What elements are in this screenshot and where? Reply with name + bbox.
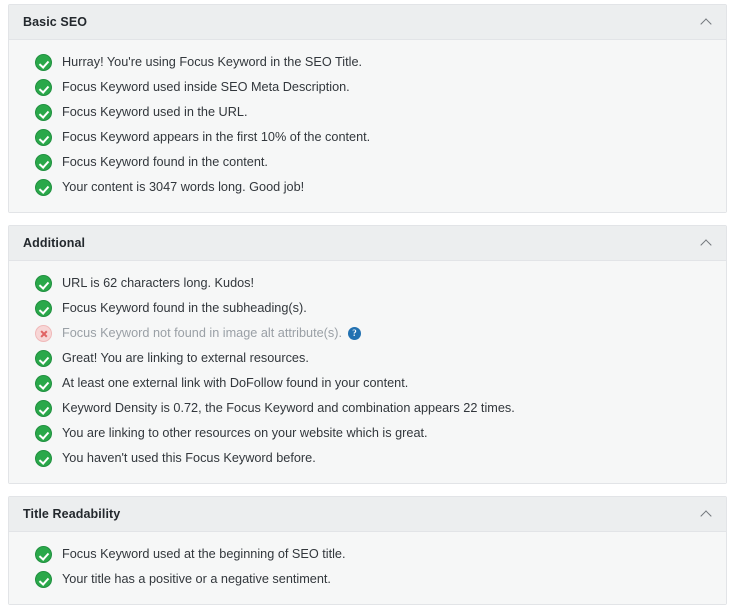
list-item (9, 296, 726, 321)
panel-additional (8, 225, 727, 484)
list-item-label (62, 325, 361, 342)
panel-title-readability (8, 496, 727, 605)
chevron-up-icon[interactable] (700, 507, 714, 521)
list-item (9, 321, 726, 346)
list-item (9, 542, 726, 567)
list-item-label: URL is 62 characters long. Kudos! (62, 276, 255, 290)
panel-header-basic-seo[interactable] (9, 5, 726, 40)
panel-title: Additional (23, 236, 86, 250)
seo-analysis-page (0, 4, 735, 586)
check-circle-icon (35, 400, 52, 417)
check-circle-icon (35, 154, 52, 171)
list-item (9, 75, 726, 100)
check-circle-icon (35, 129, 52, 146)
list-item-label: Hurray! You're using Focus Keyword in the SEO Title. (62, 55, 363, 69)
list-item-label: You are linking to other resources on your website which is great. (62, 426, 428, 440)
list-item (9, 271, 726, 296)
check-circle-icon (35, 275, 52, 292)
list-item (9, 567, 726, 592)
list-item-label: Focus Keyword found in the subheading(s). (62, 301, 307, 315)
panel-header-additional[interactable] (9, 226, 726, 261)
panel-body-basic-seo (9, 40, 726, 212)
check-circle-icon (35, 425, 52, 442)
panel-title: Basic SEO (23, 15, 88, 29)
chevron-up-icon[interactable] (700, 236, 714, 250)
list-item-text: Focus Keyword not found in image alt attribute(s). (62, 326, 342, 340)
list-item-label: You haven't used this Focus Keyword before. (62, 451, 316, 465)
list-item (9, 125, 726, 150)
check-circle-icon (35, 104, 52, 121)
panel-body-additional (9, 261, 726, 483)
help-icon[interactable]: ? (348, 327, 361, 340)
panel-header-title-readability[interactable] (9, 497, 726, 532)
panel-title: Title Readability (23, 507, 121, 521)
list-item (9, 446, 726, 471)
check-circle-icon (35, 546, 52, 563)
check-circle-icon (35, 350, 52, 367)
chevron-up-icon[interactable] (700, 15, 714, 29)
check-circle-icon (35, 179, 52, 196)
list-item (9, 371, 726, 396)
list-item-label: Focus Keyword used inside SEO Meta Description. (62, 80, 350, 94)
list-item-label: Focus Keyword used in the URL. (62, 105, 248, 119)
list-item-label: At least one external link with DoFollow found in your content. (62, 376, 409, 390)
list-item-label: Keyword Density is 0.72, the Focus Keyword and combination appears 22 times. (62, 401, 515, 415)
list-item (9, 396, 726, 421)
check-circle-icon (35, 571, 52, 588)
check-circle-icon (35, 375, 52, 392)
list-item-label: Focus Keyword found in the content. (62, 155, 268, 169)
list-item-label: Your title has a positive or a negative sentiment. (62, 572, 331, 586)
list-item-label: Great! You are linking to external resources. (62, 351, 309, 365)
list-item (9, 346, 726, 371)
list-item-label: Focus Keyword used at the beginning of SEO title. (62, 547, 346, 561)
check-circle-icon (35, 450, 52, 467)
check-circle-icon (35, 300, 52, 317)
list-item (9, 50, 726, 75)
list-item (9, 100, 726, 125)
check-circle-icon (35, 79, 52, 96)
list-item (9, 175, 726, 200)
error-circle-icon (35, 325, 52, 342)
panel-basic-seo (8, 4, 727, 213)
list-item-label: Your content is 3047 words long. Good job! (62, 180, 305, 194)
check-circle-icon (35, 54, 52, 71)
list-item-label: Focus Keyword appears in the first 10% of the content. (62, 130, 371, 144)
list-item (9, 150, 726, 175)
panel-body-title-readability (9, 532, 726, 604)
list-item (9, 421, 726, 446)
